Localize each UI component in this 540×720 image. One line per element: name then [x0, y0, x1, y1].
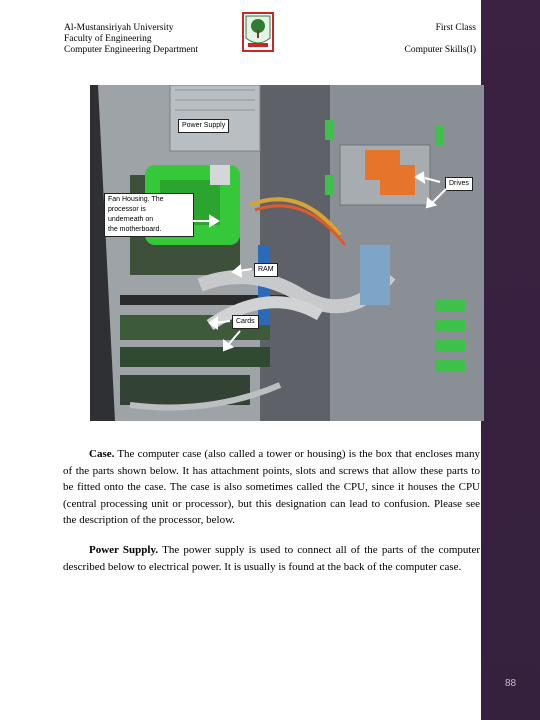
paragraph-power-supply-text: The power supply is used to connect all of the parts of the computer described below to electrical power. It is usually is found at the back of the computer case. — [63, 544, 481, 573]
callout-fan-line-4: the motherboard. — [108, 226, 162, 233]
term-power-supply: Power Supply. — [89, 544, 159, 556]
header-department: Computer Engineering Department — [64, 45, 199, 55]
header-class: First Class — [435, 23, 476, 33]
header-faculty: Faculty of Engineering — [64, 34, 152, 44]
header-institution — [64, 23, 198, 56]
paragraph-case — [63, 446, 480, 529]
computer-case-photo — [90, 85, 484, 421]
header-university: Al-Mustansiriyah University — [64, 23, 174, 33]
callout-arrows — [90, 85, 484, 421]
callout-fan-line-3: underneath on — [108, 216, 154, 223]
header-course — [404, 23, 476, 56]
callout-power-supply: Power Supply — [178, 119, 229, 133]
callout-cards: Cards — [232, 315, 259, 329]
callout-fan-line-1: Fan Housing. The — [108, 196, 164, 203]
callout-drives: Drives — [445, 177, 473, 191]
header-subject: Computer Skills(I) — [404, 45, 476, 55]
callout-ram: RAM — [254, 263, 278, 277]
callout-fan-line-2: processor is — [108, 206, 146, 213]
paragraph-case-text: The computer case (also called a tower or housing) is the box that encloses many of the parts shown below. It has attachment points, slots and screws that allow these parts to be fitted onto the case. The case is also sometimes called the CPU, since it houses the CPU (central processing unit or processor), but this designation can lead to confusion. Please see the description of the processor, below. — [63, 448, 480, 526]
paragraph-power-supply — [63, 542, 480, 575]
term-case: Case. — [89, 448, 115, 460]
sidebar-band — [481, 0, 540, 720]
university-logo — [242, 12, 274, 52]
page-number: 88 — [504, 678, 517, 689]
